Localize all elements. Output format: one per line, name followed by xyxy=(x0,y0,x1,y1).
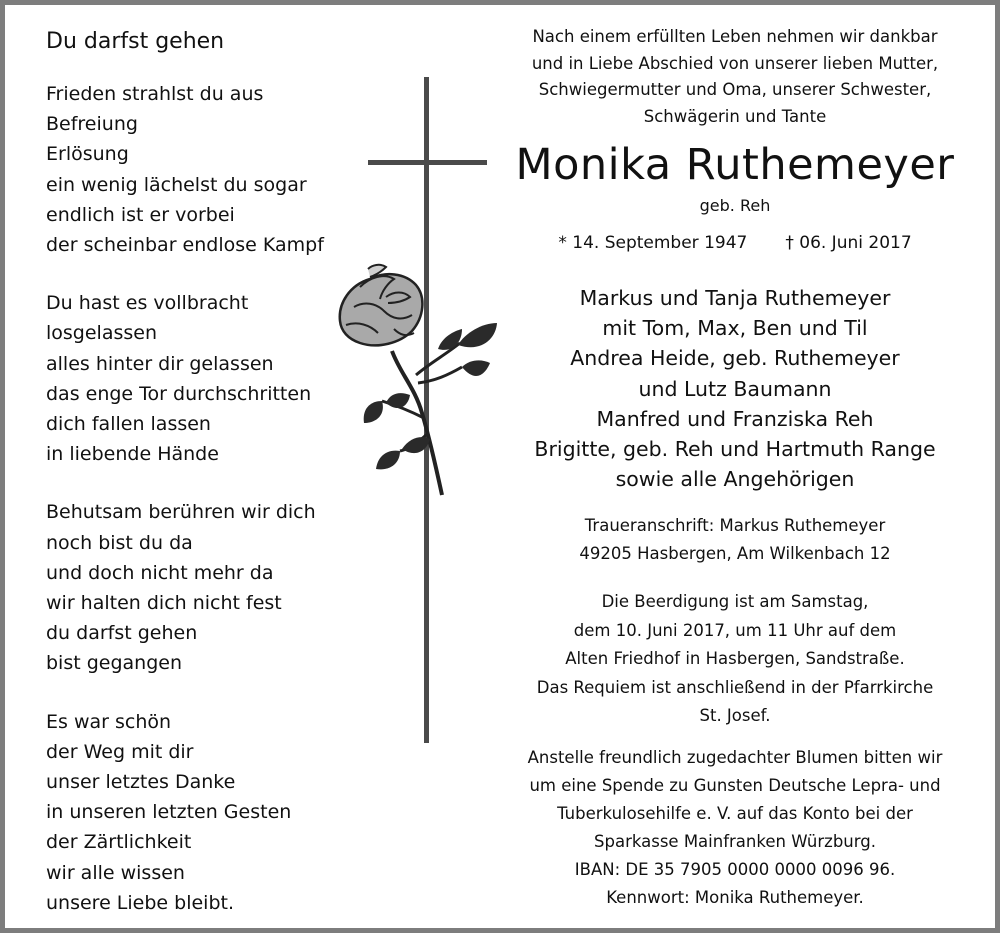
donation-info xyxy=(500,744,970,912)
poem-line: der scheinbar endlose Kampf xyxy=(46,234,324,257)
notice xyxy=(500,24,970,912)
funeral-line: Alten Friedhof in Hasbergen, Sandstraße. xyxy=(565,649,905,669)
notice-intro xyxy=(500,24,970,130)
poem-line: Du hast es vollbracht xyxy=(46,292,249,315)
mourner-line: und Lutz Baumann xyxy=(638,376,832,401)
mourning-address xyxy=(500,512,970,568)
poem-line: Frieden strahlst du aus xyxy=(46,83,264,105)
deceased-name: Monika Ruthemeyer xyxy=(515,140,955,190)
poem-stanza-4 xyxy=(46,707,376,918)
poem-line: du darfst gehen xyxy=(46,622,198,645)
life-dates xyxy=(500,231,970,255)
poem-line: alles hinter dir gelassen xyxy=(46,352,274,375)
mourners xyxy=(500,283,970,494)
death-date: † 06. Juni 2017 xyxy=(785,233,912,253)
funeral-line: dem 10. Juni 2017, um 11 Uhr auf dem xyxy=(573,620,897,640)
donation-line: um eine Spende zu Gunsten Deutsche Lepra- und xyxy=(529,775,941,795)
poem-line: Befreiung xyxy=(46,113,138,136)
intro-line: und in Liebe Abschied von unserer lieben Mutter, xyxy=(531,53,939,73)
address-line: 49205 Hasbergen, Am Wilkenbach 12 xyxy=(579,544,891,564)
intro-line: Nach einem erfüllten Leben nehmen wir dankbar xyxy=(532,27,938,46)
maiden-name: geb. Reh xyxy=(699,196,771,215)
poem-line: noch bist du da xyxy=(46,531,193,554)
mourner-line: sowie alle Angehörigen xyxy=(615,467,855,492)
mourner-line: Manfred und Franziska Reh xyxy=(596,406,874,431)
poem-line: unser letztes Danke xyxy=(46,771,236,794)
funeral-line: Die Beerdigung ist am Samstag, xyxy=(601,592,869,612)
mourner-line: mit Tom, Max, Ben und Til xyxy=(602,316,868,341)
poem-line: in unseren letzten Gesten xyxy=(46,801,292,824)
poem-stanza-2 xyxy=(46,288,376,469)
poem-title: Du darfst gehen xyxy=(46,29,225,54)
funeral-line: St. Josef. xyxy=(699,706,771,726)
poem-line: wir alle wissen xyxy=(46,861,185,884)
poem-line: Erlösung xyxy=(46,143,129,166)
poem-line: unsere Liebe bleibt. xyxy=(46,891,234,914)
mourner-line: Markus und Tanja Ruthemeyer xyxy=(579,286,891,310)
poem-line: in liebende Hände xyxy=(46,443,219,466)
funeral-line: Das Requiem ist anschließend in der Pfarrkirche xyxy=(536,677,934,697)
poem-line: und doch nicht mehr da xyxy=(46,561,274,584)
donation-line: IBAN: DE 35 7905 0000 0000 0096 96. xyxy=(574,859,896,879)
poem-line: der Weg mit dir xyxy=(46,740,194,763)
donation-line: Sparkasse Mainfranken Würzburg. xyxy=(594,831,876,851)
donation-line: Anstelle freundlich zugedachter Blumen bitten wir xyxy=(527,747,943,767)
poem-line: ein wenig lächelst du sogar xyxy=(46,173,307,196)
birth-date: * 14. September 1947 xyxy=(558,233,748,253)
mourner-line: Andrea Heide, geb. Ruthemeyer xyxy=(570,346,900,371)
poem-line: Es war schön xyxy=(46,710,172,733)
poem-line: der Zärtlichkeit xyxy=(46,831,192,854)
poem-line: wir halten dich nicht fest xyxy=(46,592,282,615)
mourner-line: Brigitte, geb. Reh und Hartmuth Range xyxy=(534,437,936,462)
poem-line: Behutsam berühren wir dich xyxy=(46,501,316,524)
poem-line: bist gegangen xyxy=(46,652,183,675)
donation-line: Kennwort: Monika Ruthemeyer. xyxy=(606,887,864,907)
rose-icon xyxy=(330,263,510,498)
cross-horizontal-bar xyxy=(368,160,487,165)
funeral-info xyxy=(500,588,970,731)
poem-line: das enge Tor durchschritten xyxy=(46,382,312,405)
poem xyxy=(46,27,376,946)
intro-line: Schwägerin und Tante xyxy=(643,106,827,126)
poem-stanza-3 xyxy=(46,497,376,678)
poem-stanza-1 xyxy=(46,79,376,260)
poem-line: losgelassen xyxy=(46,322,158,345)
poem-line: endlich ist er vorbei xyxy=(46,203,235,226)
address-line: Traueranschrift: Markus Ruthemeyer xyxy=(584,516,886,536)
donation-line: Tuberkulosehilfe e. V. auf das Konto bei der xyxy=(557,803,913,823)
poem-line: dich fallen lassen xyxy=(46,413,211,436)
intro-line: Schwiegermutter und Oma, unserer Schwester, xyxy=(538,80,932,99)
